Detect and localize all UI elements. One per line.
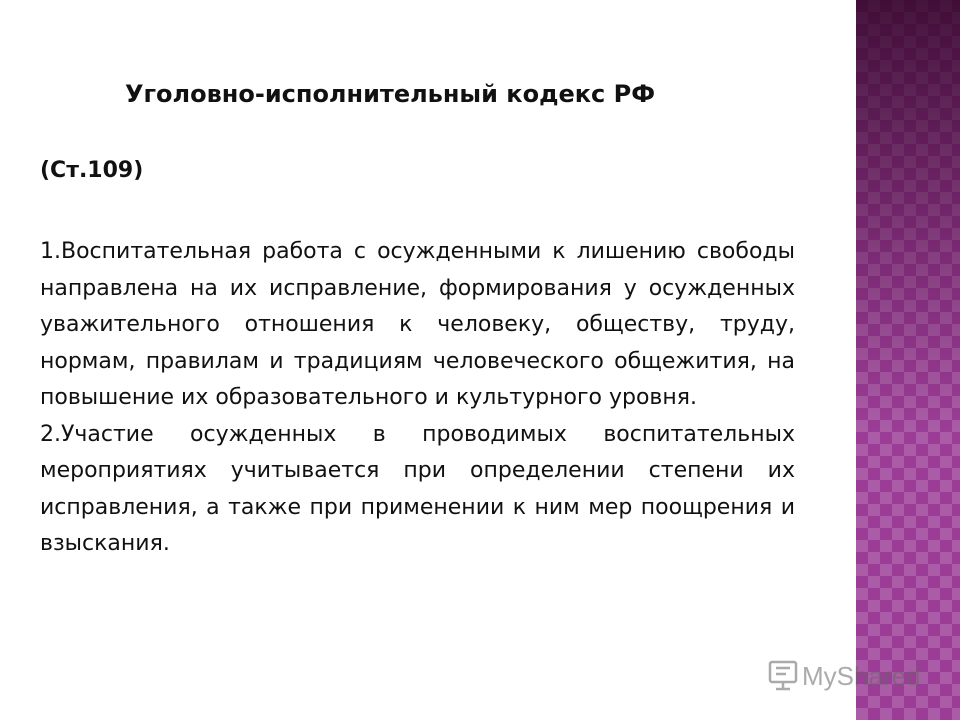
watermark-logo: [768, 656, 928, 696]
watermark-text: MyShared: [802, 661, 921, 691]
decorative-side-panel: [856, 0, 960, 720]
presentation-screen-icon: [770, 662, 796, 689]
slide-title: Уголовно-исполнительный кодекс РФ: [125, 80, 656, 108]
paragraph-2: 2.Участие осужденных в проводимых воспитательных мероприятиях учитывается при определении степени их исправления, а также при применении к ним мер поощрения и взыскания.: [40, 421, 795, 556]
watermark: [768, 656, 928, 696]
slide-body: [40, 234, 795, 563]
article-reference: (Ст.109): [40, 158, 144, 183]
paragraph-1: 1.Воспитательная работа с осужденными к лишению свободы направлена на их исправление, формирования у осужденных уважительного отношения к человеку, обществу, труду, нормам, правилам и традициям человеческого общежития, на повышение их образовательного и культурного уровня.: [40, 239, 795, 410]
